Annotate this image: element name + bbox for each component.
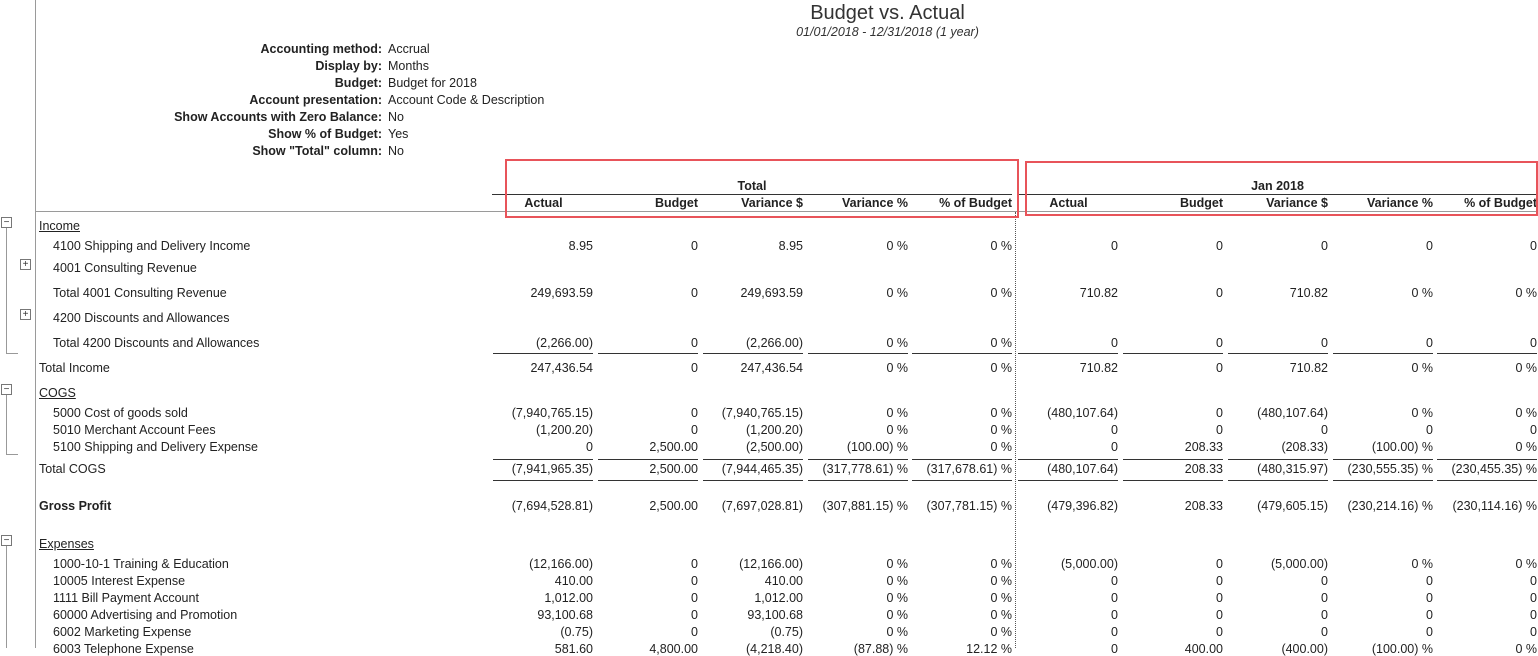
- column-header: Variance %: [841, 196, 908, 210]
- row-label: 6002 Marketing Expense: [53, 625, 192, 639]
- total-underline: [1123, 480, 1223, 481]
- subtotal-rule: [1228, 353, 1328, 354]
- expand-consulting-revenue-icon[interactable]: +: [20, 259, 31, 270]
- table-cell: 0: [1426, 574, 1433, 588]
- total-underline: [1333, 480, 1433, 481]
- table-cell: (7,694,528.81): [511, 499, 593, 513]
- table-cell: 410.00: [764, 574, 803, 588]
- table-cell: 0 %: [886, 557, 908, 571]
- table-cell: 400.00: [1184, 642, 1223, 656]
- table-cell: 0: [691, 608, 698, 622]
- table-cell: 0: [1216, 286, 1223, 300]
- subtotal-rule: [1018, 459, 1118, 460]
- table-cell: 0 %: [990, 423, 1012, 437]
- table-cell: 0 %: [1515, 642, 1537, 656]
- table-cell: (230,555.35) %: [1347, 462, 1433, 476]
- report-period: 01/01/2018 - 12/31/2018 (1 year): [796, 25, 979, 39]
- table-cell: (2,266.00): [536, 336, 593, 350]
- table-cell: (317,678.61) %: [926, 462, 1012, 476]
- tree-connector: [6, 353, 18, 354]
- table-cell: (12,166.00): [739, 557, 803, 571]
- table-cell: (479,396.82): [1047, 499, 1118, 513]
- setting-value: No: [388, 110, 404, 124]
- table-cell: (479,605.15): [1257, 499, 1328, 513]
- subtotal-rule: [493, 353, 593, 354]
- total-underline: [703, 480, 803, 481]
- table-cell: 0: [1530, 591, 1537, 605]
- table-cell: 0: [1216, 336, 1223, 350]
- subtotal-rule: [1228, 459, 1328, 460]
- row-label: 4100 Shipping and Delivery Income: [53, 239, 251, 253]
- table-cell: (12,166.00): [529, 557, 593, 571]
- table-cell: 0 %: [990, 557, 1012, 571]
- section-heading[interactable]: COGS: [39, 386, 76, 400]
- setting-label: Budget:: [334, 76, 382, 90]
- table-cell: (480,107.64): [1257, 406, 1328, 420]
- table-cell: 0: [1216, 361, 1223, 375]
- total-underline: [912, 480, 1012, 481]
- table-cell: 0 %: [1411, 557, 1433, 571]
- setting-label: Accounting method:: [260, 42, 382, 56]
- row-label: 1111 Bill Payment Account: [53, 591, 199, 605]
- row-label: 5000 Cost of goods sold: [53, 406, 188, 420]
- column-header: Actual: [524, 196, 563, 210]
- subtotal-rule: [1018, 353, 1118, 354]
- table-cell: 0 %: [886, 406, 908, 420]
- table-cell: 0: [691, 574, 698, 588]
- table-cell: 0 %: [886, 286, 908, 300]
- subtotal-rule: [598, 353, 698, 354]
- table-cell: (2,500.00): [746, 440, 803, 454]
- table-cell: (480,107.64): [1047, 462, 1118, 476]
- table-cell: 0: [691, 286, 698, 300]
- setting-value: Budget for 2018: [388, 76, 477, 90]
- setting-label: Show "Total" column:: [252, 144, 382, 158]
- table-cell: 0 %: [990, 239, 1012, 253]
- table-cell: 0: [1321, 336, 1328, 350]
- table-cell: 0: [1321, 591, 1328, 605]
- table-cell: (7,697,028.81): [721, 499, 803, 513]
- column-header: Budget: [654, 196, 698, 210]
- table-cell: 581.60: [554, 642, 593, 656]
- table-cell: (307,881.15) %: [822, 499, 908, 513]
- table-cell: 0 %: [1515, 440, 1537, 454]
- report-title: Budget vs. Actual: [810, 2, 965, 24]
- table-cell: 93,100.68: [747, 608, 803, 622]
- tree-connector: [6, 228, 7, 354]
- table-cell: 0: [1530, 336, 1537, 350]
- table-cell: 0: [1426, 423, 1433, 437]
- table-cell: 0 %: [1411, 406, 1433, 420]
- table-cell: (7,944,465.35): [721, 462, 803, 476]
- table-cell: 0: [1216, 423, 1223, 437]
- subtotal-rule: [1123, 353, 1223, 354]
- total-label: Total Income: [39, 361, 110, 375]
- column-header: % of Budget: [1464, 196, 1537, 210]
- table-cell: (0.75): [560, 625, 593, 639]
- table-cell: 710.82: [1079, 361, 1118, 375]
- table-cell: (0.75): [770, 625, 803, 639]
- table-cell: (307,781.15) %: [926, 499, 1012, 513]
- table-cell: 0 %: [886, 239, 908, 253]
- setting-value: Months: [388, 59, 429, 73]
- table-cell: (400.00): [1281, 642, 1328, 656]
- table-cell: 0: [1111, 574, 1118, 588]
- table-cell: 0 %: [1515, 361, 1537, 375]
- table-cell: 0: [1530, 423, 1537, 437]
- table-cell: 0 %: [990, 286, 1012, 300]
- setting-value: Accrual: [388, 42, 430, 56]
- table-cell: 0 %: [990, 625, 1012, 639]
- table-cell: 0: [691, 423, 698, 437]
- table-cell: 710.82: [1289, 361, 1328, 375]
- row-label: 4001 Consulting Revenue: [53, 261, 197, 275]
- subtotal-rule: [808, 459, 908, 460]
- table-cell: 249,693.59: [740, 286, 803, 300]
- table-cell: 93,100.68: [537, 608, 593, 622]
- table-cell: 0 %: [990, 336, 1012, 350]
- collapse-expenses-icon[interactable]: −: [1, 535, 12, 546]
- table-cell: 1,012.00: [754, 591, 803, 605]
- table-cell: 0: [1530, 608, 1537, 622]
- table-cell: 0 %: [990, 406, 1012, 420]
- table-cell: 0: [1426, 625, 1433, 639]
- column-group-title: Total: [737, 179, 767, 193]
- tree-connector: [6, 546, 7, 648]
- table-cell: 0: [1426, 336, 1433, 350]
- table-cell: 2,500.00: [649, 440, 698, 454]
- table-cell: 0 %: [886, 361, 908, 375]
- total-underline: [598, 480, 698, 481]
- table-cell: 249,693.59: [530, 286, 593, 300]
- table-cell: (1,200.20): [746, 423, 803, 437]
- highlight-box-jan-2018: [1025, 161, 1538, 216]
- table-cell: 4,800.00: [649, 642, 698, 656]
- table-cell: 0 %: [1515, 406, 1537, 420]
- table-cell: 1,012.00: [544, 591, 593, 605]
- collapse-cogs-icon[interactable]: −: [1, 384, 12, 395]
- table-cell: (480,107.64): [1047, 406, 1118, 420]
- row-label: 10005 Interest Expense: [53, 574, 186, 588]
- row-label: 4200 Discounts and Allowances: [53, 311, 230, 325]
- setting-value: Account Code & Description: [388, 93, 545, 107]
- subtotal-rule: [598, 459, 698, 460]
- setting-label: Show % of Budget:: [268, 127, 382, 141]
- table-cell: 0: [691, 625, 698, 639]
- table-cell: 0: [1111, 423, 1118, 437]
- subtotal-rule: [1123, 459, 1223, 460]
- setting-label: Show Accounts with Zero Balance:: [174, 110, 382, 124]
- row-label: 6003 Telephone Expense: [53, 642, 194, 656]
- row-label: Total 4200 Discounts and Allowances: [53, 336, 260, 350]
- highlight-box-total: [505, 159, 1019, 218]
- total-underline: [808, 480, 908, 481]
- expand-discounts-icon[interactable]: +: [20, 309, 31, 320]
- table-cell: (480,315.97): [1257, 462, 1328, 476]
- table-cell: 208.33: [1184, 499, 1223, 513]
- row-label: Total 4001 Consulting Revenue: [53, 286, 227, 300]
- table-cell: 0 %: [1411, 361, 1433, 375]
- table-cell: 0 %: [886, 423, 908, 437]
- table-cell: 0: [1530, 625, 1537, 639]
- table-cell: (5,000.00): [1271, 557, 1328, 571]
- table-cell: 0: [1216, 591, 1223, 605]
- table-cell: (230,455.35) %: [1451, 462, 1537, 476]
- row-label: 1000-10-1 Training & Education: [53, 557, 229, 571]
- setting-value: Yes: [388, 127, 409, 141]
- table-cell: 0: [1321, 423, 1328, 437]
- table-cell: 0: [1426, 608, 1433, 622]
- table-cell: (2,266.00): [746, 336, 803, 350]
- total-label: Total COGS: [39, 462, 106, 476]
- table-cell: 0 %: [886, 591, 908, 605]
- table-cell: (100.00) %: [846, 440, 908, 454]
- table-cell: 0: [1111, 591, 1118, 605]
- table-cell: 0: [1426, 239, 1433, 253]
- table-cell: 208.33: [1184, 462, 1223, 476]
- table-cell: (7,941,965.35): [511, 462, 593, 476]
- table-cell: 0: [1530, 239, 1537, 253]
- table-cell: 0: [1321, 239, 1328, 253]
- table-cell: 410.00: [554, 574, 593, 588]
- table-cell: (7,940,765.15): [511, 406, 593, 420]
- column-header: Variance $: [741, 196, 803, 210]
- table-cell: 0: [1111, 336, 1118, 350]
- left-gutter-divider: [35, 0, 36, 648]
- table-cell: 0 %: [886, 608, 908, 622]
- column-header: Actual: [1049, 196, 1088, 210]
- table-cell: (5,000.00): [1061, 557, 1118, 571]
- table-cell: (1,200.20): [536, 423, 593, 437]
- table-cell: 0 %: [990, 591, 1012, 605]
- table-cell: 0: [1216, 608, 1223, 622]
- column-header: Variance $: [1266, 196, 1328, 210]
- table-cell: 0: [1321, 608, 1328, 622]
- table-cell: 0: [586, 440, 593, 454]
- subtotal-rule: [912, 459, 1012, 460]
- table-cell: 12.12 %: [966, 642, 1012, 656]
- table-cell: 247,436.54: [740, 361, 803, 375]
- table-cell: 0: [1216, 625, 1223, 639]
- table-cell: 0: [691, 557, 698, 571]
- table-cell: 0: [1321, 625, 1328, 639]
- column-header: Budget: [1179, 196, 1223, 210]
- total-underline: [1228, 480, 1328, 481]
- row-label: 5010 Merchant Account Fees: [53, 423, 216, 437]
- table-cell: 0: [1111, 608, 1118, 622]
- table-cell: 0 %: [886, 336, 908, 350]
- table-cell: 0: [1530, 574, 1537, 588]
- table-cell: 0 %: [886, 574, 908, 588]
- subtotal-rule: [493, 459, 593, 460]
- subtotal-rule: [808, 353, 908, 354]
- table-cell: 0: [1111, 440, 1118, 454]
- table-cell: 0 %: [990, 361, 1012, 375]
- table-cell: 0: [1216, 557, 1223, 571]
- table-cell: 0 %: [1515, 286, 1537, 300]
- row-label: 60000 Advertising and Promotion: [53, 608, 238, 622]
- table-cell: 2,500.00: [649, 499, 698, 513]
- table-cell: (4,218.40): [746, 642, 803, 656]
- table-cell: 0: [1111, 642, 1118, 656]
- table-cell: 0: [691, 591, 698, 605]
- tree-connector: [6, 395, 7, 455]
- table-cell: 0: [691, 361, 698, 375]
- table-cell: 0: [1216, 239, 1223, 253]
- total-underline: [1437, 480, 1537, 481]
- table-cell: (208.33): [1281, 440, 1328, 454]
- table-cell: 0 %: [886, 625, 908, 639]
- subtotal-rule: [912, 353, 1012, 354]
- column-header: Variance %: [1366, 196, 1433, 210]
- table-cell: 247,436.54: [530, 361, 593, 375]
- row-label: Gross Profit: [39, 499, 112, 513]
- section-heading[interactable]: Income: [39, 219, 80, 233]
- setting-label: Display by:: [315, 59, 382, 73]
- table-cell: 0: [1426, 591, 1433, 605]
- column-header: % of Budget: [939, 196, 1012, 210]
- table-cell: (230,214.16) %: [1347, 499, 1433, 513]
- table-cell: 0: [691, 406, 698, 420]
- table-cell: 0 %: [1411, 286, 1433, 300]
- table-cell: 0: [1111, 239, 1118, 253]
- table-cell: 710.82: [1079, 286, 1118, 300]
- table-cell: 208.33: [1184, 440, 1223, 454]
- column-group-title: Jan 2018: [1251, 179, 1304, 193]
- subtotal-rule: [1333, 353, 1433, 354]
- total-underline: [493, 480, 593, 481]
- table-cell: (100.00) %: [1371, 440, 1433, 454]
- table-cell: 0: [1216, 406, 1223, 420]
- subtotal-rule: [1437, 459, 1537, 460]
- table-cell: 0: [691, 239, 698, 253]
- setting-label: Account presentation:: [249, 93, 382, 107]
- table-cell: 8.95: [778, 239, 803, 253]
- table-cell: (100.00) %: [1371, 642, 1433, 656]
- row-label: 5100 Shipping and Delivery Expense: [53, 440, 258, 454]
- setting-value: No: [388, 144, 404, 158]
- table-cell: 710.82: [1289, 286, 1328, 300]
- total-underline: [1018, 480, 1118, 481]
- table-cell: 2,500.00: [649, 462, 698, 476]
- table-cell: 0: [1216, 574, 1223, 588]
- table-cell: (317,778.61) %: [822, 462, 908, 476]
- subtotal-rule: [703, 459, 803, 460]
- table-cell: 0: [1321, 574, 1328, 588]
- section-heading[interactable]: Expenses: [39, 537, 94, 551]
- table-cell: 0 %: [990, 574, 1012, 588]
- table-cell: 0 %: [1515, 557, 1537, 571]
- subtotal-rule: [703, 353, 803, 354]
- collapse-income-icon[interactable]: −: [1, 217, 12, 228]
- subtotal-rule: [1437, 353, 1537, 354]
- table-cell: 8.95: [568, 239, 593, 253]
- table-cell: 0 %: [990, 440, 1012, 454]
- tree-connector: [6, 454, 18, 455]
- table-cell: 0: [1111, 625, 1118, 639]
- table-cell: 0: [691, 336, 698, 350]
- subtotal-rule: [1333, 459, 1433, 460]
- table-cell: (7,940,765.15): [721, 406, 803, 420]
- table-cell: (87.88) %: [853, 642, 908, 656]
- table-cell: (230,114.16) %: [1452, 499, 1537, 513]
- table-cell: 0 %: [990, 608, 1012, 622]
